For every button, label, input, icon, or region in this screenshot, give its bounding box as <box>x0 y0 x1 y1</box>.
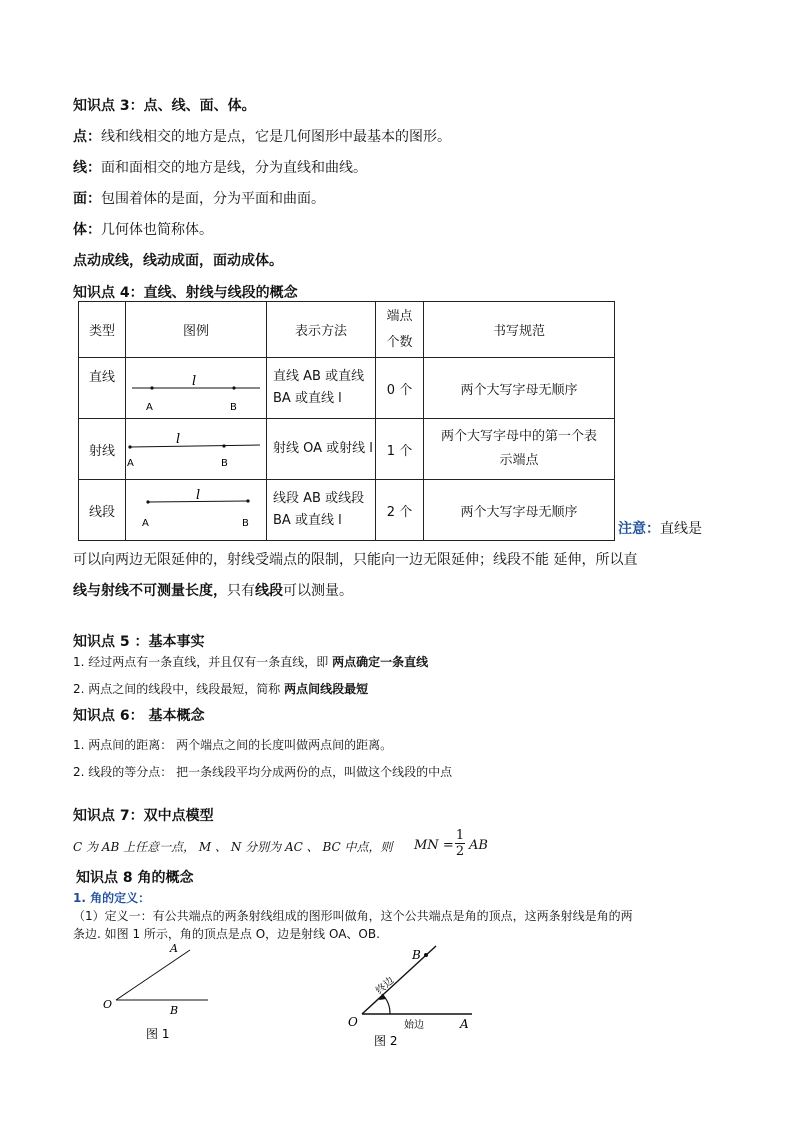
header-endpoints <box>376 302 424 358</box>
note-mid: 只有 <box>227 583 255 599</box>
rule-1: 两个大写字母中的第一个表 <box>440 429 597 444</box>
svg-text:B: B <box>170 1004 179 1017</box>
kp3-plane <box>73 189 325 209</box>
row-type: 线段 <box>79 480 126 541</box>
rule-2: 示端点 <box>499 453 539 468</box>
svg-text:B: B <box>242 518 249 529</box>
note-bold-2: 线段 <box>255 583 283 599</box>
notation-2: BA 或直线 l <box>273 391 342 406</box>
svg-text:l: l <box>196 488 201 503</box>
row-count: 0 个 <box>376 358 424 419</box>
line-types-table <box>78 301 615 541</box>
kp5-item1-text: 1. 经过两点有一条直线，并且仅有一条直线，即 <box>73 655 333 669</box>
header-type: 类型 <box>79 302 126 358</box>
kp8-sub1: 1. 角的定义： <box>73 891 151 905</box>
row-count: 2 个 <box>376 480 424 541</box>
kp3-point <box>73 127 451 147</box>
header-notation: 表示方法 <box>267 302 376 358</box>
kp5-title: 知识点 5 ：基本事实 <box>73 634 205 650</box>
kp5-item2 <box>73 680 368 698</box>
kp3-line <box>73 158 367 178</box>
svg-text:l: l <box>176 432 181 447</box>
svg-text:A: A <box>170 942 178 955</box>
svg-text:A: A <box>142 518 149 529</box>
line-text: 面和面相交的地方是线，分为直线和曲线。 <box>101 160 367 176</box>
formula-lhs: MN = <box>414 838 454 853</box>
figure-segment <box>126 480 267 541</box>
kp3-motion: 点动成线，线动成面，面动成体。 <box>73 253 283 269</box>
note-line3 <box>73 581 353 601</box>
svg-text:A: A <box>146 402 153 413</box>
header-endpoints-1: 端点 <box>386 308 413 324</box>
note-line1 <box>618 519 702 539</box>
table-header-row <box>79 302 615 358</box>
table-row <box>79 480 615 541</box>
table-row <box>79 358 615 419</box>
row-notation <box>267 358 376 419</box>
notation-1: 线段 AB 或线段 <box>273 491 365 506</box>
line-diagram <box>126 358 266 414</box>
table-row <box>79 419 615 480</box>
kp8-title: 知识点 8 角的概念 <box>76 870 194 886</box>
svg-text:l: l <box>192 374 197 389</box>
row-count: 1 个 <box>376 419 424 480</box>
formula-rhs: AB <box>469 838 488 853</box>
kp3-solid <box>73 220 213 240</box>
header-writing-rule: 书写规范 <box>424 302 615 358</box>
kp7-text: C 为 AB 上任意一点， M 、 N 分别为 AC 、 BC 中点，则 <box>73 840 393 854</box>
kp5-item1-bold: 两点确定一条直线 <box>332 655 429 669</box>
svg-text:图 2: 图 2 <box>374 1034 398 1048</box>
solid-term: 体： <box>73 222 101 238</box>
angle-figure-2 <box>340 942 480 1052</box>
row-rule: 两个大写字母无顺序 <box>424 358 615 419</box>
figure-ray <box>126 419 267 480</box>
plane-text: 包围着体的是面，分为平面和曲面。 <box>101 191 325 207</box>
svg-text:O: O <box>348 1015 358 1029</box>
svg-text:A: A <box>127 458 134 469</box>
header-endpoints-2: 个数 <box>386 334 413 350</box>
segment-diagram <box>126 480 266 536</box>
frac-den: 2 <box>455 844 465 859</box>
plane-term: 面： <box>73 191 101 207</box>
note-tail: 直线是 <box>660 521 702 537</box>
kp4-title: 知识点 4：直线、射线与线段的概念 <box>73 285 298 301</box>
kp6-title: 知识点 6： 基本概念 <box>73 708 205 724</box>
row-type: 射线 <box>79 419 126 480</box>
kp7-title: 知识点 7：双中点模型 <box>73 808 214 824</box>
note-bold-1: 线与射线不可测量长度， <box>73 583 227 599</box>
svg-text:B: B <box>230 402 237 413</box>
kp5-item1 <box>73 653 428 671</box>
row-notation: 射线 OA 或射线 l <box>267 419 376 480</box>
point-term: 点： <box>73 129 101 145</box>
note-tail-2: 可以测量。 <box>283 583 353 599</box>
fraction <box>455 828 465 859</box>
svg-text:终边: 终边 <box>374 975 397 997</box>
svg-text:O: O <box>103 998 113 1011</box>
note-line2: 可以向两边无限延伸的，射线受端点的限制，只能向一边无限延伸；线段不能 延伸，所以直 <box>73 552 638 568</box>
solid-text: 几何体也简称体。 <box>101 222 213 238</box>
header-figure: 图例 <box>126 302 267 358</box>
kp8-def1: （1）定义一：有公共端点的两条射线组成的图形叫做角，这个公共端点是角的顶点，这两条射线是角的两 <box>73 909 633 923</box>
line-term: 线： <box>73 160 101 176</box>
svg-text:B: B <box>221 458 228 469</box>
kp5-item2-bold: 两点间线段最短 <box>284 682 369 696</box>
frac-num: 1 <box>455 828 465 843</box>
row-notation <box>267 480 376 541</box>
notation-1: 直线 AB 或直线 <box>273 369 365 384</box>
svg-text:B: B <box>412 948 421 962</box>
kp8-def2: 条边. 如图 1 所示，角的顶点是点 O，边是射线 OA、OB. <box>73 927 380 941</box>
kp5-item2-text: 2. 两点之间的线段中，线段最短，简称 <box>73 682 285 696</box>
angle-figure-1 <box>100 940 220 1045</box>
note-label: 注意： <box>618 521 660 537</box>
ray-diagram <box>126 419 266 475</box>
kp6-item2: 2. 线段的等分点： 把一条线段平均分成两份的点，叫做这个线段的中点 <box>73 765 453 779</box>
row-rule <box>424 419 615 480</box>
kp3-title: 知识点 3：点、线、面、体。 <box>73 98 256 114</box>
kp6-item1: 1. 两点间的距离： 两个端点之间的长度叫做两点间的距离。 <box>73 738 393 752</box>
svg-text:图 1: 图 1 <box>146 1027 170 1041</box>
figure-line <box>126 358 267 419</box>
point-text: 线和线相交的地方是点，它是几何图形中最基本的图形。 <box>101 129 451 145</box>
svg-text:始边: 始边 <box>404 1020 424 1031</box>
row-rule: 两个大写字母无顺序 <box>424 480 615 541</box>
notation-2: BA 或直线 l <box>273 513 342 528</box>
row-type: 直线 <box>79 358 126 419</box>
svg-text:A: A <box>460 1017 469 1031</box>
